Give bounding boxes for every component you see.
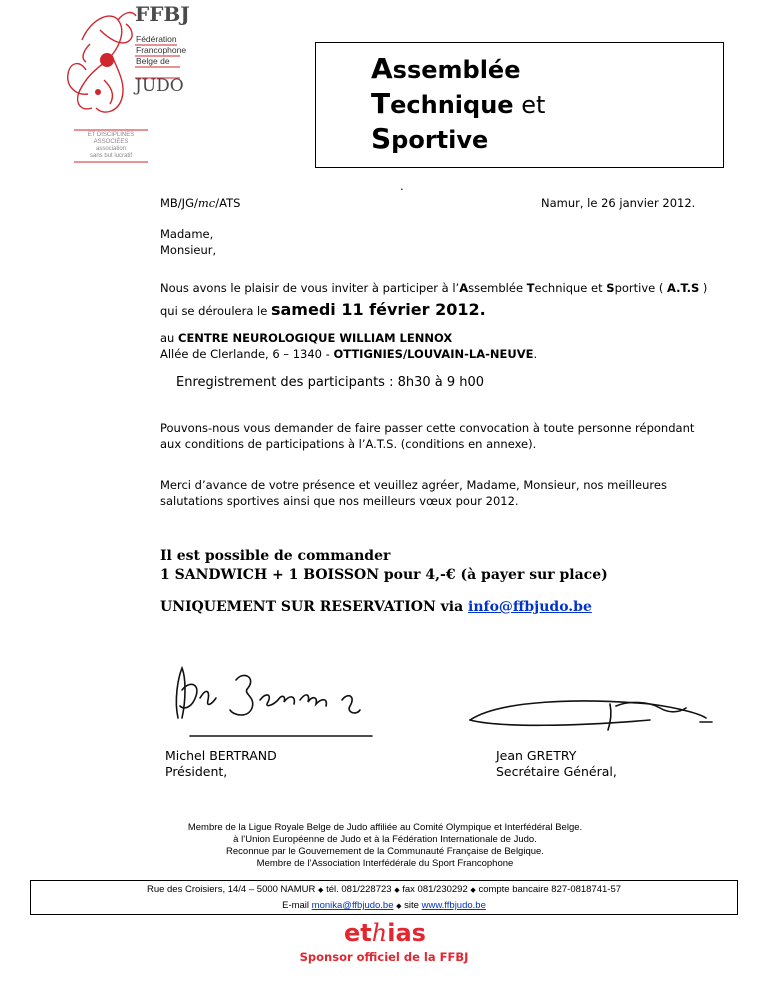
merci-line-1: Merci d’avance de votre présence et veuillez agréer, Madame, Monsieur, nos meilleures [160,478,667,492]
bullet-icon: ◆ [470,887,476,894]
signatory-right-name: Jean GRETRY [496,748,577,763]
order-line-3: UNIQUEMENT SUR RESERVATION via info@ffbjudo.be [160,599,592,615]
membership-line-2: à l’Union Européenne de Judo et à la Fédération Internationale de Judo. [233,834,537,845]
logo-sub3: association [95,146,127,152]
title-line-2: Technique et [371,87,546,120]
signatory-right-title: Secrétaire Général, [496,764,617,779]
logo-sub1: ET DISCIPLINES [87,132,135,138]
footer-line-2: E-mail monika@ffbjudo.be ◆ site www.ffbjudo.be [282,900,486,911]
reference: MB/JG/mc/ATS [160,196,241,210]
logo-sub4: sans but lucratif [89,153,133,159]
footer-email-link[interactable]: monika@ffbjudo.be [311,900,394,911]
order-line-2: 1 SANDWICH + 1 BOISSON pour 4,-€ (à payer sur place) [160,567,608,583]
logo-line4: JUDO [135,76,184,96]
reservation-email-link[interactable]: info@ffbjudo.be [468,599,592,615]
signatory-left-name: Michel BERTRAND [165,748,277,763]
footer-contact-box [30,880,738,915]
signature-gretry [460,690,730,740]
title-line-3: Sportive [371,122,489,155]
sponsor-tagline: Sponsor officiel de la FFBJ [299,950,469,964]
footer-line-1: Rue des Croisiers, 14/4 – 5000 NAMUR ◆ tél. 081/228723 ◆ fax 081/230292 ◆ compte bancaire 827-0818741-57 [146,884,622,895]
membership-block [150,822,620,870]
title-box [315,42,724,168]
address-line: Allée de Clerlande, 6 – 1340 - OTTIGNIES/LOUVAIN-LA-NEUVE. [160,347,538,361]
membership-line-3: Reconnue par le Gouvernement de la Communauté Française de Belgique. [226,846,544,857]
logo-sub2: ASSOCIÉES [93,139,129,145]
convocation-line-1: Pouvons-nous vous demander de faire passer cette convocation à toute personne répondant [160,421,695,435]
signature-bertrand [160,660,400,740]
invite-line-2: qui se déroulera le samedi 11 février 2012. [160,300,486,319]
salutation-madame: Madame, [160,227,214,241]
logo-line2: Francophone [136,45,187,55]
logo-line1: Fédération [136,34,177,44]
merci-line-2: salutations sportives ainsi que nos meilleurs vœux pour 2012. [160,494,519,508]
convocation-line-2: aux conditions de participations à l’A.T.S. (conditions en annexe). [160,437,537,451]
footer-site-link[interactable]: www.ffbjudo.be [421,900,486,911]
event-date: samedi 11 février 2012. [270,300,486,319]
invite-line-1: Nous avons le plaisir de vous inviter à participer à l’Assemblée Technique et Sportive ( A.T.S ) [160,281,708,295]
bullet-icon: ◆ [396,903,402,910]
title-line-1: Assemblée [371,52,521,85]
bullet-icon: ◆ [318,887,324,894]
membership-line-4: Membre de l’Association Interfédérale du Sport Francophone [256,858,514,869]
logo-line3: Belge de [136,56,170,66]
membership-line-1: Membre de la Ligue Royale Belge de Judo affiliée au Comité Olympique et Interfédéral Belge. [187,822,583,833]
venue-line: au CENTRE NEUROLOGIQUE WILLIAM LENNOX [160,331,453,345]
date-line: Namur, le 26 janvier 2012. [541,196,696,210]
signatory-left-title: Président, [165,764,228,779]
bullet-icon: ◆ [394,887,400,894]
registration-time: Enregistrement des participants : 8h30 à 9 h00 [176,375,485,390]
salutation-monsieur: Monsieur, [160,243,217,257]
logo-acronym: FFBJ [135,2,190,26]
ethias-logo: ethias [344,919,426,947]
ffbj-logo [60,0,210,170]
stray-dot: . [400,179,404,193]
order-line-1: Il est possible de commander [160,548,391,564]
